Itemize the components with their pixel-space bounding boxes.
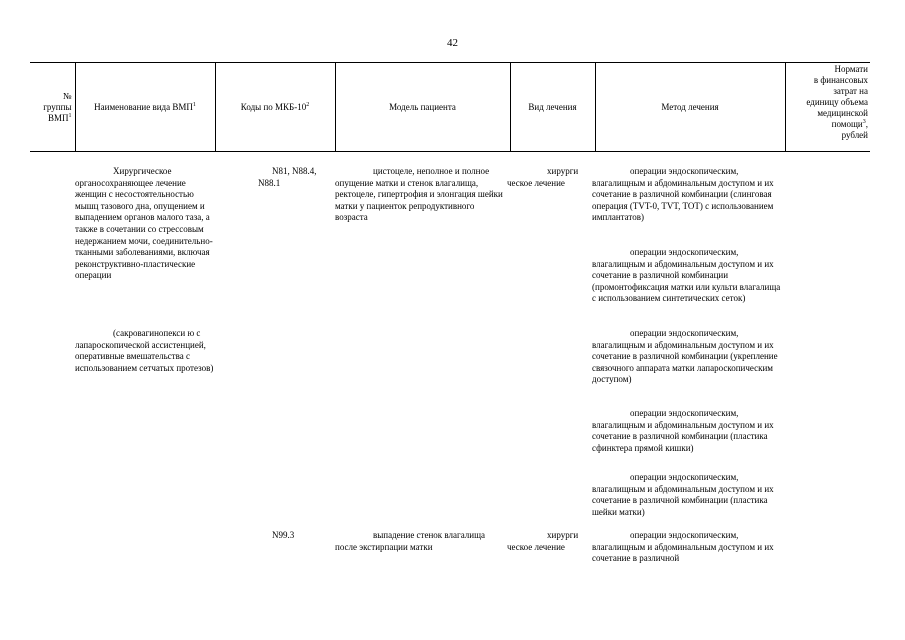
treatment-method-6: операции эндоскопическим, влагалищным и абдоминальным доступом и их сочетание в различной bbox=[592, 530, 774, 564]
treatment-method-2: операции эндоскопическим, влагалищным и абдоминальным доступом и их сочетание в различной комбинации (промонтофиксация матки или культи влагалища с использованием синтетических сеток) bbox=[592, 247, 781, 304]
header-treatment-type: Вид лечения bbox=[510, 63, 595, 152]
header-treatment-method: Метод лечения bbox=[595, 63, 785, 152]
treatment-method-3: операции эндоскопическим, влагалищным и абдоминальным доступом и их сочетание в различной комбинации (укрепление связочного аппарата матки лапароскопическим доступом) bbox=[592, 328, 778, 385]
header-patient-model: Модель пациента bbox=[335, 63, 510, 152]
header-icd-codes: Коды по МКБ-$10^2$ bbox=[215, 63, 335, 152]
treatment-type-2: хирурги ческое лечение bbox=[507, 530, 579, 552]
icd-codes-1: N81, N88.4, N88.1 bbox=[258, 166, 317, 188]
treatment-type-1: хирурги ческое лечение bbox=[507, 166, 579, 188]
header-group-number: № группы ВМП$^1$ bbox=[30, 63, 75, 152]
table-header bbox=[30, 62, 870, 152]
patient-model-1: цистоцеле, неполное и полное опущение матки и стенок влагалища, ректоцеле, гипертрофия и элонгация шейки матки у пациенток репродуктивного возраста bbox=[335, 166, 503, 223]
header-vmp-name: Наименование вида ВМП$^1$ bbox=[75, 63, 215, 152]
icd-codes-2: N99.3 bbox=[272, 530, 295, 540]
treatment-method-5: операции эндоскопическим, влагалищным и абдоминальным доступом и их сочетание в различной комбинации (пластика шейки матки) bbox=[592, 472, 774, 517]
page-number: 42 bbox=[447, 37, 458, 49]
treatment-method-4: операции эндоскопическим, влагалищным и абдоминальным доступом и их сочетание в различной комбинации (пластика сфинктера прямой кишки) bbox=[592, 408, 774, 453]
vmp-name-note: (сакровагинопекси ю с лапароскопической ассистенцией, оперативные вмешательства с использованием сетчатых протезов) bbox=[75, 328, 214, 373]
header-financial-norm: Нормати в финансовых затрат на единицу объема медицинской помощи$^3$, рублей bbox=[785, 63, 870, 152]
vmp-name-text: Хирургическое органосохраняющее лечение женщин с несостоятельностью мышц тазового дна, опущением и выпадением органов малого таза, а также в сочетании со стрессовым недержанием мочи, соединительно-тканными заболеваниями, включая реконструктивно-пластические операции bbox=[75, 166, 213, 281]
treatment-method-1: операции эндоскопическим, влагалищным и абдоминальным доступом и их сочетание в различной комбинации (слинговая операция (TVT-0, TVT, TOT) с использованием имплантатов) bbox=[592, 166, 774, 223]
patient-model-2: выпадение стенок влагалища после экстирпации матки bbox=[335, 530, 486, 552]
